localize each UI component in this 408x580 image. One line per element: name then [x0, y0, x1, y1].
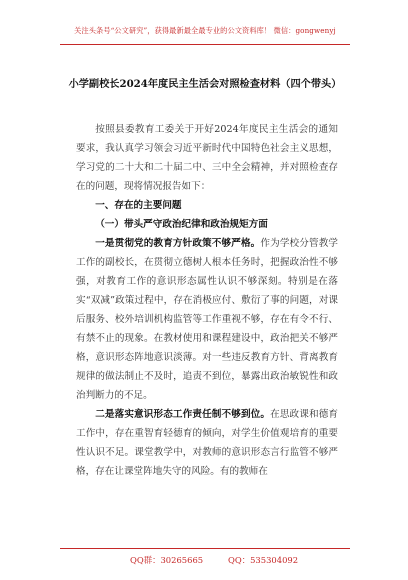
point-lead-2: 二是落实意识形态工作责任制不够到位。: [95, 409, 271, 420]
document-title: 小学副校长2024年度民主生活会对照检查材料（四个带头）: [68, 78, 342, 90]
subsection-heading-1: （一）带头严守政治纪律和政治规矩方面: [95, 219, 268, 230]
point-paragraph-2: [76, 405, 338, 481]
section-heading-1: 一、存在的主要问题: [95, 200, 182, 211]
footer-qq-group: QQ群：30265665: [130, 555, 204, 565]
intro-paragraph: 按照县委教育工委关于开好2024年度民主生活会的通知要求，我认真学习领会习近平新时代中国特色社会主义思想，学习党的二十大和二十届二中、三中全会精神，并对照检查存在的问题，现将情况报告如下：: [76, 124, 338, 192]
point-text-2: 在思政课和德育工作中，存在重智育轻德育的倾向，对学生价值观培育的重要性认识不足。课堂教学中，对教师的意识形态言行监管不够严格，存在让课堂阵地失守的风险。有的教师在: [76, 409, 339, 477]
footer-banner: [60, 548, 350, 569]
header-banner: 关注头条号“公文研究”，获得最新最全最专业的公文资料库！ 微信：gongwenyj: [74, 26, 336, 35]
footer-qq-contact: QQ：535304092: [228, 555, 299, 565]
header-divider: [60, 44, 350, 45]
point-text-1: 作为学校分管教学工作的副校长，在贯彻立德树人根本任务时，把握政治性不够强，对教育工作的意识形态属性认识不够深刻。特别是在落实“双减”政策过程中，存在消极应付、敷衍了事的问题，对课后服务、校外培训机构监管等工作重视不够，存在有令不行、有禁不止的现象。在教材使用和课程建设中，政治把关不够严格，意识形态阵地意识淡薄。对一些违反教育方针、背离教育规律的做法制止不及时，追责不到位，暴露出政治敏锐性和政治判断力的不足。: [76, 238, 339, 401]
point-lead-1: 一是贯彻党的教育方针政策不够严格。: [95, 238, 261, 249]
document-body: [76, 120, 338, 481]
point-paragraph-1: [76, 234, 338, 405]
